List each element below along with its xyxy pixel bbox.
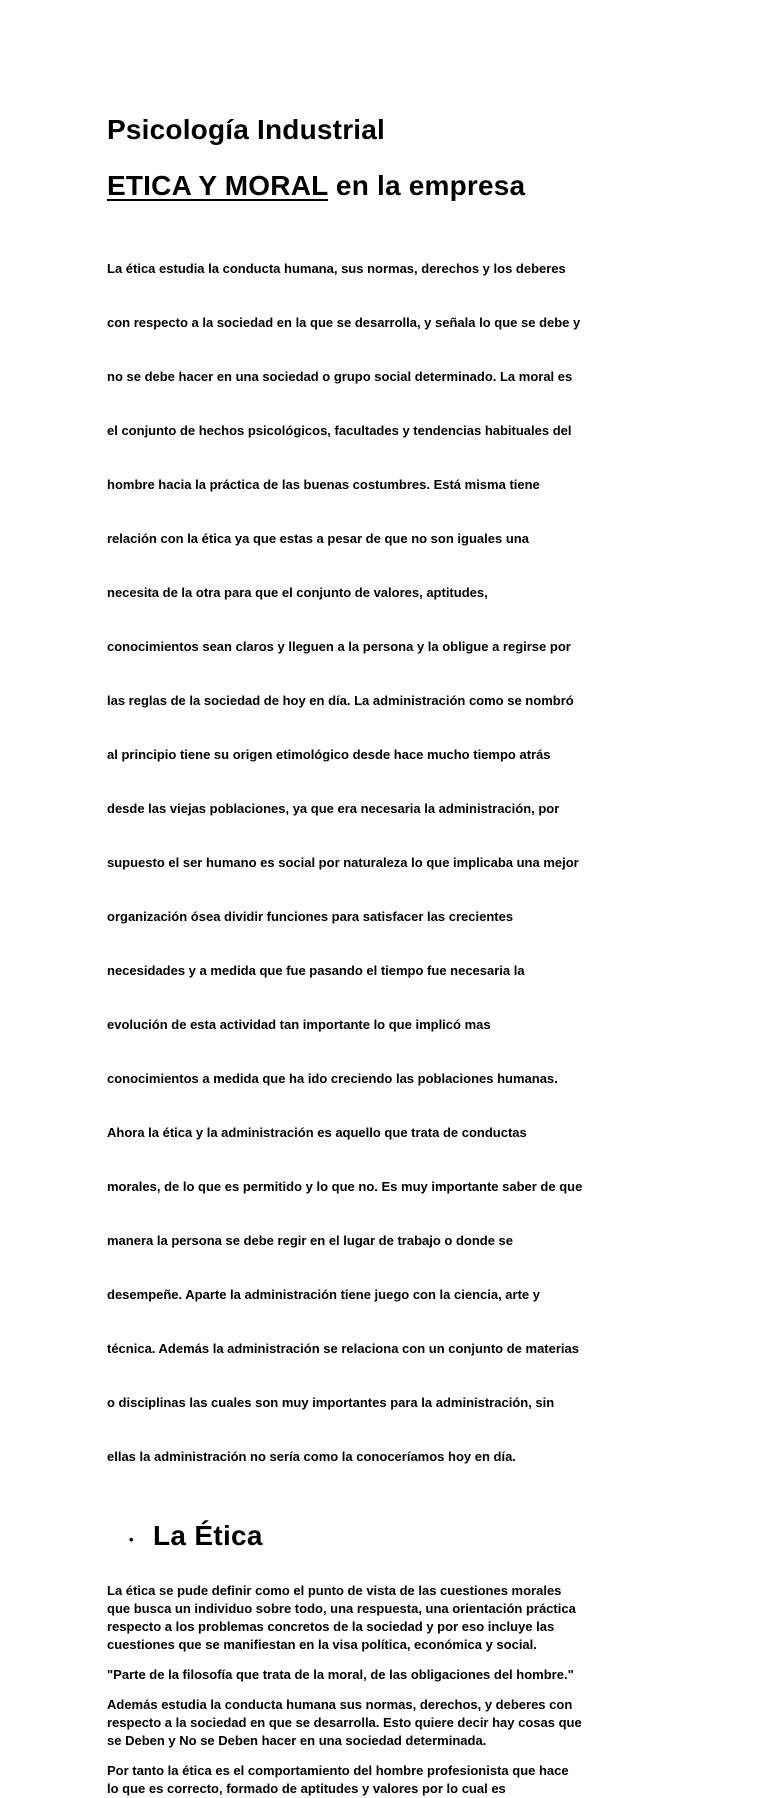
intro-line: técnica. Además la administración se relaciona con un conjunto de materias — [107, 1341, 579, 1356]
intro-line: La ética estudia la conducta humana, sus normas, derechos y los deberes — [107, 261, 566, 276]
intro-line: evolución de esta actividad tan importante lo que implicó mas — [107, 1017, 491, 1032]
intro-line: desempeñe. Aparte la administración tiene juego con la ciencia, arte y — [107, 1287, 540, 1302]
intro-line: relación con la ética ya que estas a pesar de que no son iguales una — [107, 531, 529, 546]
paragraph-line: respecto a la sociedad en que se desarrolla. Esto quiere decir hay cosas que — [107, 1715, 582, 1730]
quote-paragraph — [107, 1666, 663, 1684]
body-paragraph — [107, 1762, 663, 1798]
paragraph-line: respecto a los problemas concretos de la sociedad y por eso incluye las — [107, 1619, 555, 1634]
subtitle-underlined-text: ETICA Y MORAL — [107, 170, 328, 201]
intro-line: las reglas de la sociedad de hoy en día. La administración como se nombró — [107, 693, 574, 708]
section-title: La Ética — [153, 1520, 263, 1551]
paragraph-line: cuestiones que se manifiestan en la visa política, económica y social. — [107, 1637, 537, 1652]
subtitle-rest-text: en la empresa — [327, 170, 526, 201]
intro-line: manera la persona se debe regir en el lugar de trabajo o donde se — [107, 1233, 514, 1248]
bullet-icon: • — [129, 1532, 134, 1547]
intro-line: morales, de lo que es permitido y lo que no. Es muy importante saber de que — [107, 1179, 583, 1194]
intro-line: el conjunto de hechos psicológicos, facultades y tendencias habituales del — [107, 423, 572, 438]
intro-line: no se debe hacer en una sociedad o grupo social determinado. La moral es — [107, 369, 573, 384]
intro-line: ellas la administración no sería como la conoceríamos hoy en día. — [107, 1449, 516, 1464]
intro-line: Ahora la ética y la administración es aquello que trata de conductas — [107, 1125, 527, 1140]
intro-line: necesita de la otra para que el conjunto de valores, aptitudes, — [107, 585, 488, 600]
intro-line: conocimientos a medida que ha ido creciendo las poblaciones humanas. — [107, 1071, 558, 1086]
intro-line: con respecto a la sociedad en la que se desarrolla, y señala lo que se debe y — [107, 315, 581, 330]
paragraph-line: Además estudia la conducta humana sus normas, derechos, y deberes con — [107, 1697, 573, 1712]
intro-line: organización ósea dividir funciones para satisfacer las crecientes — [107, 909, 514, 924]
intro-line: al principio tiene su origen etimológico desde hace mucho tiempo atrás — [107, 747, 551, 762]
intro-line: hombre hacia la práctica de las buenas costumbres. Está misma tiene — [107, 477, 540, 492]
document-content — [107, 112, 663, 1798]
section-heading-la-etica — [107, 1518, 663, 1562]
paragraph-line: La ética se pude definir como el punto de vista de las cuestiones morales — [107, 1583, 562, 1598]
document-title: Psicología Industrial — [107, 114, 386, 145]
intro-line: conocimientos sean claros y lleguen a la persona y la obligue a regirse por — [107, 639, 571, 654]
intro-line: supuesto el ser humano es social por naturaleza lo que implicaba una mejor — [107, 855, 579, 870]
intro-line: o disciplinas las cuales son muy importantes para la administración, sin — [107, 1395, 555, 1410]
intro-line: necesidades y a medida que fue pasando el tiempo fue necesaria la — [107, 963, 525, 978]
intro-line: desde las viejas poblaciones, ya que era necesaria la administración, por — [107, 801, 560, 816]
paragraph-line: Por tanto la ética es el comportamiento del hombre profesionista que hace — [107, 1763, 569, 1778]
intro-paragraph — [107, 224, 663, 1502]
paragraph-line: se Deben y No se Deben hacer en una sociedad determinada. — [107, 1733, 487, 1748]
body-paragraph — [107, 1582, 663, 1654]
paragraph-line: que busca un individuo sobre todo, una respuesta, una orientación práctica — [107, 1601, 576, 1616]
paragraph-line: lo que es correcto, formado de aptitudes y valores por lo cual es — [107, 1781, 506, 1796]
body-paragraph — [107, 1696, 663, 1750]
paragraph-line: "Parte de la filosofía que trata de la moral, de las obligaciones del hombre." — [107, 1667, 574, 1682]
document-subtitle — [107, 168, 663, 204]
